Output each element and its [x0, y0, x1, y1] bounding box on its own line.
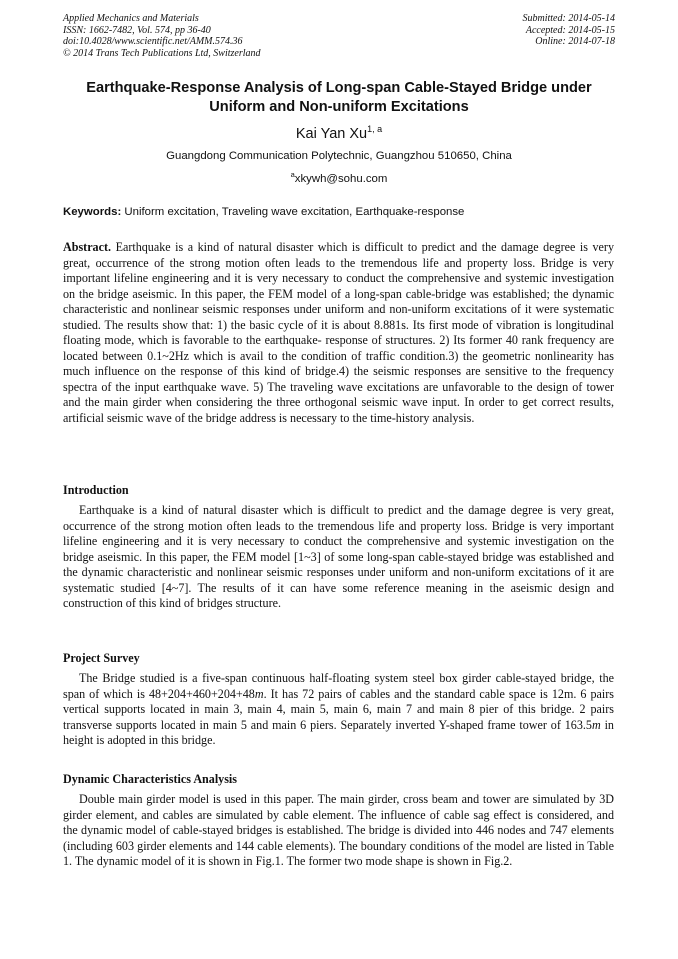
- keywords-text: Uniform excitation, Traveling wave excitation, Earthquake-response: [124, 206, 465, 218]
- abstract-text: Earthquake is a kind of natural disaster which is difficult to predict and the damage degree is very great, occurrence of the strong motion often leads to the tremendous life and property loss. Bridge is very important lifeline engineering and it is very necessary to conduct the comprehensive and systemic investigation on the bridge aseismic. In this paper, the FEM model of a long-span cable-bridge was established; the dynamic characteristic and nonlinear seismic responses under uniform and non-uniform excitations of it were systematic studied. The results show that: 1) the basic cycle of it is about 8.881s. Its first mode of vibration is longitudinal floating mode, which is favorable to the earthquake- response of structures. 2) Its former 40 rank frequency are located between 0.1~2Hz which is avail to the condition of traffic condition.3) the geometric nonlinearity has much influence on the response of this kind of bridge.4) the seismic responses are sensitive to the frequency spectra of the input earthquake wave. 5) The traveling wave excitations are unfavorable to the design of tower and the main girder when considering the three orthogonal seismic wave input. In order to get correct results, artificial seismic wave of the bridge address is necessary to the time-history analysis.: [63, 240, 614, 426]
- survey-text-c: in height is adopted in this bridge.: [63, 717, 614, 748]
- unit-m: m: [254, 686, 264, 701]
- dynamic-characteristics-paragraph: Double main girder model is used in this paper. The main girder, cross beam and tower are simulated by 3D girder element, and cables are simulated by cable element. The influence of cable sag effect is considered, and the dynamic model of cable-stayed bridges is established. The bridge is divided into 446 nodes and 747 elements (including 603 girder elements and 144 cable elements). The boundary conditions of the model are listed in Table 1. The dynamic model of it is shown in Fig.1. The former two mode shape is shown in Fig.2.: [63, 792, 614, 869]
- journal-name: Applied Mechanics and Materials: [63, 13, 199, 24]
- project-survey-paragraph: [63, 671, 614, 749]
- introduction-paragraph: Earthquake is a kind of natural disaster which is difficult to predict and the damage degree is very great, occurrence of the strong motion often leads to the tremendous life and property loss. Bridge is very important lifeline engineering and it is very necessary to conduct the comprehensive and systemic investigation on the bridge aseismic. In this paper, the FEM model [1~3] of some long-span cable-stayed bridge was established and the dynamic characteristic and nonlinear seismic responses under uniform and non-uniform excitations of it are systematic studied [4~7]. The results of it can have some reference meaning in the aseismic design and construction of this kind of bridges structure.: [63, 503, 614, 611]
- accepted-date: Accepted: 2014-05-15: [525, 24, 615, 36]
- keywords-line: [63, 206, 615, 218]
- survey-text-a: The Bridge studied is a five-span continuous half-floating system steel box girder cable-stayed bridge, the span of which is 48+204+460+204+48: [63, 671, 614, 701]
- email-superscript: a: [290, 170, 295, 179]
- section-heading-dynamic-characteristics: Dynamic Characteristics Analysis: [63, 772, 238, 786]
- affiliation: Guangdong Communication Polytechnic, Guangzhou 510650, China: [166, 150, 512, 162]
- survey-text-b: . It has 72 pairs of cables and the standard cable space is 12m. 6 pairs vertical supports located in main 3, main 4, main 5, main 6, main 7 and main 8 pier of this bridge. 2 pairs transverse supports located in main 5 and main 6 piers. Separately inverted Y-shaped frame tower of 163.5: [63, 686, 614, 732]
- journal-copyright: © 2014 Trans Tech Publications Ltd, Switzerland: [63, 47, 261, 59]
- author-superscript: 1, a: [367, 124, 383, 134]
- publication-dates: [523, 13, 616, 48]
- keywords-label: Keywords:: [63, 206, 122, 218]
- abstract-label: Abstract.: [63, 240, 112, 254]
- section-heading-introduction: Introduction: [63, 483, 129, 497]
- journal-info: [63, 13, 261, 59]
- email-line: [63, 170, 615, 185]
- unit-m: m: [591, 717, 601, 732]
- section-heading-project-survey: Project Survey: [63, 651, 140, 665]
- abstract-paragraph: [63, 240, 614, 427]
- author-name: Kai Yan Xu: [295, 126, 368, 142]
- paper-title: Earthquake-Response Analysis of Long-span Cable-Stayed Bridge under Uniform and Non-uniform Excitations: [86, 80, 592, 115]
- email-address: xkywh@sohu.com: [294, 173, 388, 185]
- journal-issn: ISSN: 1662-7482, Vol. 574, pp 36-40: [63, 24, 211, 36]
- author-line: [63, 124, 615, 142]
- submitted-date: Submitted: 2014-05-14: [522, 13, 615, 24]
- journal-doi: doi:10.4028/www.scientific.net/AMM.574.36: [63, 36, 243, 47]
- online-date: Online: 2014-07-18: [535, 36, 615, 47]
